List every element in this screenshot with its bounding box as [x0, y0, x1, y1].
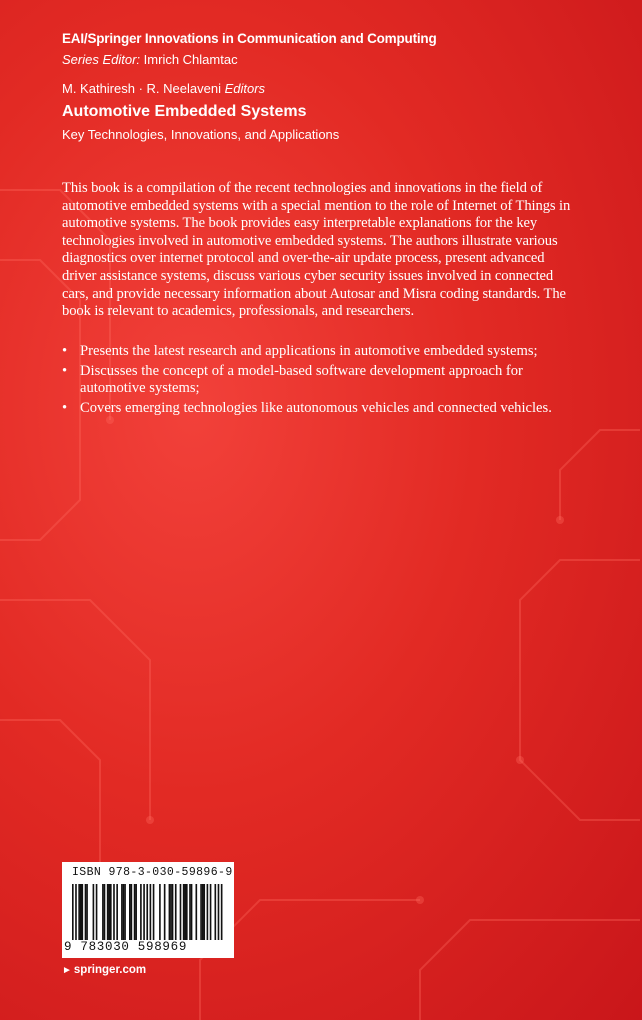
barcode-bar — [85, 884, 87, 940]
feature-item — [62, 343, 592, 361]
barcode-bar — [203, 884, 205, 940]
barcode-bar — [82, 884, 84, 940]
barcode-bar — [135, 884, 137, 940]
feature-text: Covers emerging technologies like autonomous vehicles and connected vehicles. — [80, 399, 552, 416]
publisher-url: springer.com — [73, 964, 147, 976]
barcode-bar — [104, 884, 106, 940]
barcode-bar — [189, 884, 191, 940]
barcode-bar — [150, 884, 152, 940]
barcode-bar — [218, 884, 220, 940]
barcode-bar — [78, 884, 80, 940]
barcode-bar — [102, 884, 104, 940]
feature-item — [62, 400, 592, 418]
barcode-bar — [210, 884, 212, 940]
isbn-barcode — [62, 862, 234, 958]
barcode-bar — [123, 884, 125, 940]
barcode-bars — [72, 884, 224, 940]
book-subtitle: Key Technologies, Innovations, and Applications — [62, 127, 340, 142]
feature-text: Presents the latest research and applications in automotive embedded systems; — [80, 343, 538, 359]
barcode-bar — [96, 884, 98, 940]
barcode-bar — [129, 884, 131, 940]
barcode-bar — [140, 884, 142, 940]
barcode-bar — [113, 884, 115, 940]
barcode-bar — [202, 884, 204, 940]
barcode-bar — [169, 884, 171, 940]
barcode-bar — [80, 884, 82, 940]
feature-list — [62, 343, 592, 419]
barcode-digits: 9 783030 598969 — [64, 940, 188, 954]
series-editor-label: Series Editor: — [62, 52, 141, 67]
barcode-bar — [134, 884, 136, 940]
barcode-bar — [191, 884, 193, 940]
barcode-bar — [75, 884, 77, 940]
book-title: Automotive Embedded Systems — [62, 103, 307, 120]
barcode-bar — [183, 884, 185, 940]
barcode-bar — [146, 884, 148, 940]
barcode-bar — [196, 884, 198, 940]
barcode-bar — [159, 884, 161, 940]
barcode-bar — [93, 884, 95, 940]
barcode-bar — [86, 884, 88, 940]
book-editors-line — [62, 81, 265, 96]
barcode-bar — [200, 884, 202, 940]
barcode-bar — [116, 884, 118, 940]
barcode-bar — [207, 884, 209, 940]
barcode-bar — [186, 884, 188, 940]
barcode-bar — [170, 884, 172, 940]
book-description: This book is a compilation of the recent technologies and innovations in the field of automotive embedded systems with a special mention to the role of Internet of Things in automotive systems. The book provides easy interpretable explanations for the key technologies involved in automotive embedded systems. The authors illustrate various diagnostics over internet protocol and over-the-air update process, present advanced driver assistance systems, discuss various cyber security issues involved in connected cars, and provide necessary information about Autosar and Misra coding standards. The book is relevant to academics, professionals, and researchers. — [62, 180, 571, 320]
arrow-right-icon: ► — [62, 965, 72, 976]
barcode-bar — [121, 884, 123, 940]
series-editor-name: Imrich Chlamtac — [143, 52, 238, 67]
feature-item — [62, 363, 592, 398]
barcode-bar — [153, 884, 155, 940]
feature-text: Discusses the concept of a model-based software development approach for automotive systems; — [80, 362, 523, 397]
barcode-bar — [184, 884, 186, 940]
publisher-url-line — [62, 964, 146, 976]
series-editor-line — [62, 52, 238, 67]
book-editors-label: Editors — [224, 81, 266, 96]
barcode-bar — [215, 884, 217, 940]
bullet-icon: • — [62, 399, 68, 416]
bullet-icon: • — [62, 362, 68, 379]
barcode-bar — [108, 884, 110, 940]
book-editors-names: M. Kathiresh · R. Neelaveni — [62, 81, 221, 96]
barcode-bar — [131, 884, 133, 940]
barcode-bar — [110, 884, 112, 940]
barcode-bar — [172, 884, 174, 940]
barcode-bar — [221, 884, 223, 940]
bullet-icon: • — [62, 343, 68, 359]
barcode-bar — [180, 884, 182, 940]
barcode-bar — [72, 884, 74, 940]
isbn-text: ISBN 978-3-030-59896-9 — [72, 866, 233, 879]
barcode-bar — [175, 884, 177, 940]
barcode-bar — [124, 884, 126, 940]
barcode-bar — [107, 884, 109, 940]
barcode-bar — [143, 884, 145, 940]
series-title: EAI/Springer Innovations in Communication and Computing — [62, 31, 437, 46]
barcode-bar — [164, 884, 166, 940]
